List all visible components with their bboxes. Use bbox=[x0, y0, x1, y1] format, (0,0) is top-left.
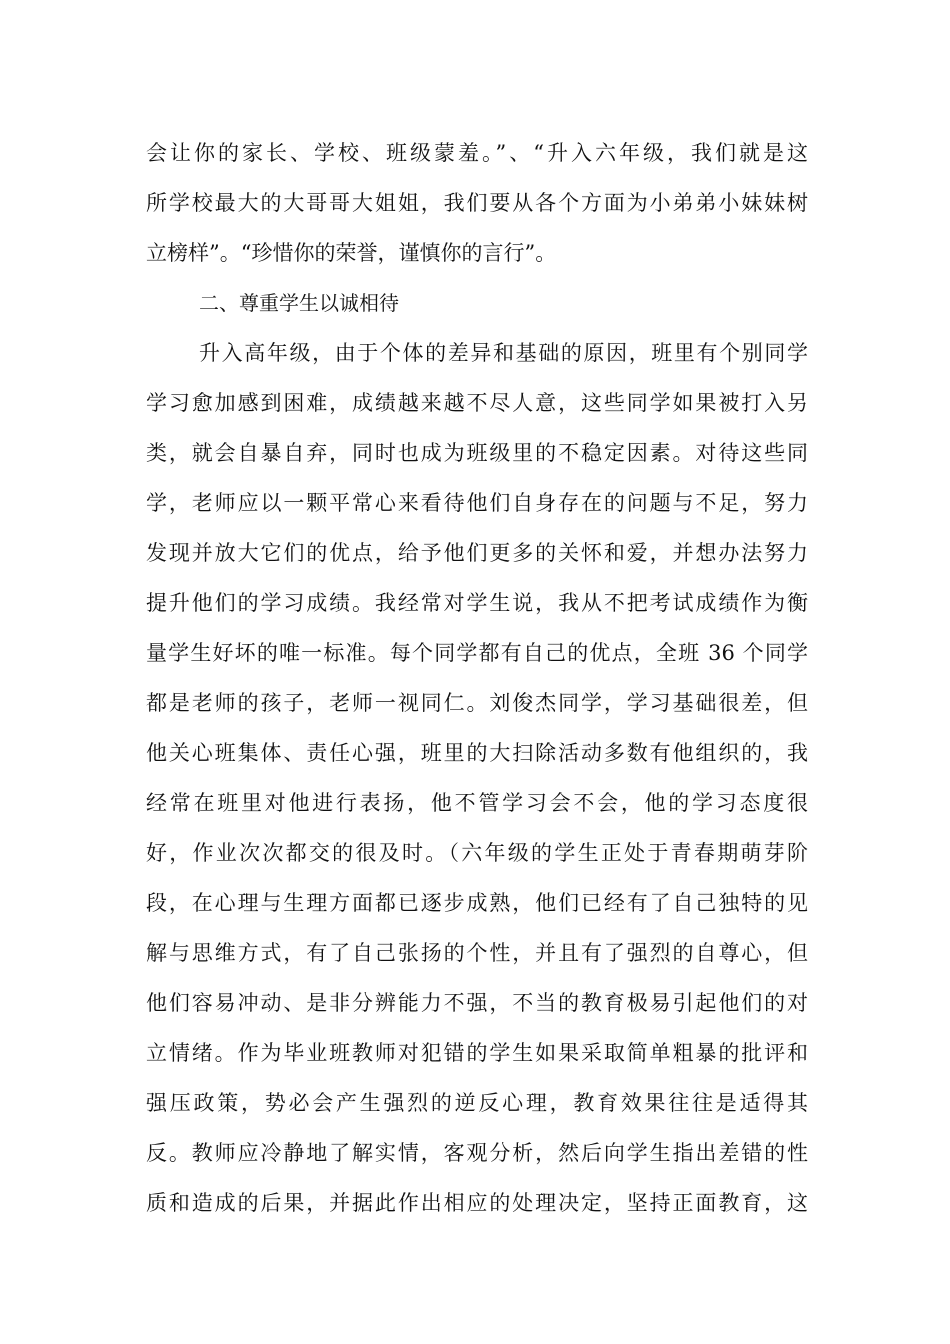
document-page bbox=[146, 128, 808, 1228]
text-line: 立情绪。作为毕业班教师对犯错的学生如果采取简单粗暴的批评和 bbox=[146, 1041, 808, 1065]
text-line: 学习愈加感到困难，成绩越来越不尽人意，这些同学如果被打入另 bbox=[146, 391, 808, 415]
text-line: 提升他们的学习成绩。我经常对学生说，我从不把考试成绩作为衡 bbox=[146, 591, 808, 615]
text-line: 类，就会自暴自弃，同时也成为班级里的不稳定因素。对待这些同 bbox=[146, 441, 808, 465]
text-line: 反。教师应冷静地了解实情，客观分析，然后向学生指出差错的性 bbox=[146, 1141, 808, 1165]
text-line: 解与思维方式，有了自己张扬的个性，并且有了强烈的自尊心，但 bbox=[146, 941, 808, 965]
text-line: 立榜样”。“珍惜你的荣誉，谨慎你的言行”。 bbox=[146, 241, 557, 265]
text-line: 强压政策，势必会产生强烈的逆反心理，教育效果往往是适得其 bbox=[146, 1091, 808, 1115]
text-line: 所学校最大的大哥哥大姐姐，我们要从各个方面为小弟弟小妹妹树 bbox=[146, 191, 808, 215]
text-line: 质和造成的后果，并据此作出相应的处理决定，坚持正面教育，这 bbox=[146, 1191, 808, 1215]
text-line: 学，老师应以一颗平常心来看待他们自身存在的问题与不足，努力 bbox=[146, 491, 808, 515]
paragraph-first-line: 升入高年级，由于个体的差异和基础的原因，班里有个别同学 bbox=[199, 341, 808, 365]
text-line: 都是老师的孩子，老师一视同仁。刘俊杰同学，学习基础很差，但 bbox=[146, 691, 808, 715]
text-line: 会让你的家长、学校、班级蒙羞。”、“升入六年级，我们就是这 bbox=[146, 141, 808, 165]
text-line: 他们容易冲动、是非分辨能力不强，不当的教育极易引起他们的对 bbox=[146, 991, 808, 1015]
text-line: 好，作业次次都交的很及时。（六年级的学生正处于青春期萌芽阶 bbox=[146, 841, 808, 865]
text-line: 发现并放大它们的优点，给予他们更多的关怀和爱，并想办法努力 bbox=[146, 541, 808, 565]
text-line: 段，在心理与生理方面都已逐步成熟，他们已经有了自己独特的见 bbox=[146, 891, 808, 915]
section-heading: 二、尊重学生以诚相待 bbox=[199, 291, 399, 315]
text-line: 量学生好坏的唯一标准。每个同学都有自己的优点，全班 36 个同学 bbox=[146, 641, 808, 665]
text-line: 他关心班集体、责任心强，班里的大扫除活动多数有他组织的，我 bbox=[146, 741, 808, 765]
text-line: 经常在班里对他进行表扬，他不管学习会不会，他的学习态度很 bbox=[146, 791, 808, 815]
